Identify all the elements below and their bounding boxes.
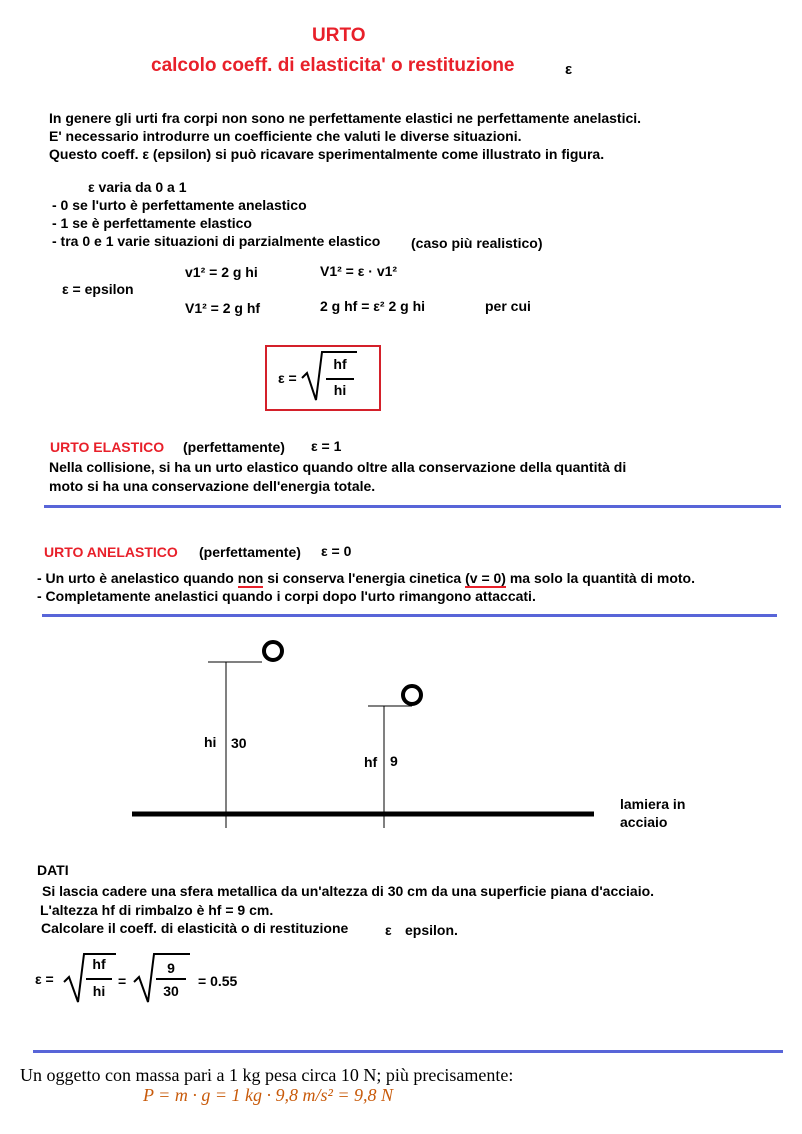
dati-epsilon-icon: ε xyxy=(385,922,392,938)
ball-top xyxy=(264,642,282,660)
anelastic-v0: (v = 0) xyxy=(465,570,506,586)
epsilon-symbol: ε xyxy=(565,61,573,78)
elastic-line-1: Nella collisione, si ha un urto elastico quando oltre alla conservazione della quantità di xyxy=(49,459,627,475)
elastic-value: ε = 1 xyxy=(311,438,342,454)
range-item-partial: - tra 0 e 1 varie situazioni di parzialmente elastico xyxy=(52,233,381,249)
calc-result: = 0.55 xyxy=(198,973,238,989)
page-title: URTO xyxy=(312,25,366,46)
anelastic-line-1-a: - Un urto è anelastico quando xyxy=(37,570,238,586)
formula-eq2: 2 g hf = ε² 2 g hi xyxy=(320,298,426,314)
calc-den-1: hi xyxy=(92,983,106,999)
boxed-numerator: hf xyxy=(333,356,347,372)
formula-V1-eps: V1² = ε · v1² xyxy=(320,263,398,279)
surface-label-1: lamiera in xyxy=(620,796,686,812)
dati-line-2: L'altezza hf di rimbalzo è hf = 9 cm. xyxy=(40,902,274,918)
ball-rebound xyxy=(403,686,421,704)
anelastic-paren: (perfettamente) xyxy=(199,544,301,560)
elastic-paren: (perfettamente) xyxy=(183,439,285,455)
formula-V1-hf: V1² = 2 g hf xyxy=(185,300,261,316)
anelastic-title: URTO ANELASTICO xyxy=(44,544,178,560)
formula-v1: v1² = 2 g hi xyxy=(185,264,258,280)
hf-label: hf xyxy=(364,754,378,770)
anelastic-non: non xyxy=(237,570,264,586)
calc-den-2: 30 xyxy=(163,983,179,999)
dati-line-1: Si lascia cadere una sfera metallica da un'altezza di 30 cm da una superficie piana d'acciaio. xyxy=(42,883,655,899)
per-cui-label: per cui xyxy=(485,298,531,314)
range-item-note: (caso più realistico) xyxy=(411,235,543,251)
boxed-lhs: ε = xyxy=(278,370,297,386)
anelastic-line-1-b: si conserva l'energia cinetica xyxy=(263,570,466,586)
calc-eq-1: = xyxy=(118,973,127,989)
section-divider-3 xyxy=(33,1050,783,1053)
range-head: ε varia da 0 a 1 xyxy=(88,179,187,195)
intro-line-2: E' necessario introdurre un coefficiente che valuti le diverse situazioni. xyxy=(49,128,522,144)
boxed-denominator: hi xyxy=(333,382,347,398)
page-subtitle: calcolo coeff. di elasticita' o restituzione xyxy=(151,55,515,76)
elastic-title: URTO ELASTICO xyxy=(50,439,165,455)
surface-label-2: acciaio xyxy=(620,814,668,830)
footer-formula: P = m · g = 1 kg · 9,8 m/s² = 9,8 N xyxy=(143,1085,394,1105)
intro-line-3: Questo coeff. ε (epsilon) si può ricavare sperimentalmente come illustrato in figura. xyxy=(49,146,605,162)
anelastic-value: ε = 0 xyxy=(321,543,352,559)
footer-line-1: Un oggetto con massa pari a 1 kg pesa circa 10 N; più precisamente: xyxy=(20,1065,514,1085)
hf-value: 9 xyxy=(390,753,398,769)
range-item-1: - 1 se è perfettamente elastico xyxy=(52,215,252,231)
anelastic-line-1-c: ma solo la quantità di moto. xyxy=(505,570,695,586)
calc-num-1: hf xyxy=(92,956,106,972)
elastic-line-2: moto si ha una conservazione dell'energia totale. xyxy=(49,478,376,494)
dati-line-3: Calcolare il coeff. di elasticità o di restituzione xyxy=(41,920,349,936)
hi-label: hi xyxy=(204,734,217,750)
calc-num-2: 9 xyxy=(167,960,175,976)
dati-line-3-end: epsilon. xyxy=(405,922,458,938)
range-item-0: - 0 se l'urto è perfettamente anelastico xyxy=(52,197,307,213)
hi-value: 30 xyxy=(231,735,247,751)
intro-line-1: In genere gli urti fra corpi non sono ne perfettamente elastici ne perfettamente anelastici. xyxy=(49,110,642,126)
boxed-sqrt-sign xyxy=(302,352,357,400)
dati-title: DATI xyxy=(37,862,69,878)
epsilon-definition: ε = epsilon xyxy=(62,281,134,297)
anelastic-line-2: - Completamente anelastici quando i corpi dopo l'urto rimangono attaccati. xyxy=(37,588,536,604)
calc-lhs: ε = xyxy=(35,971,54,987)
